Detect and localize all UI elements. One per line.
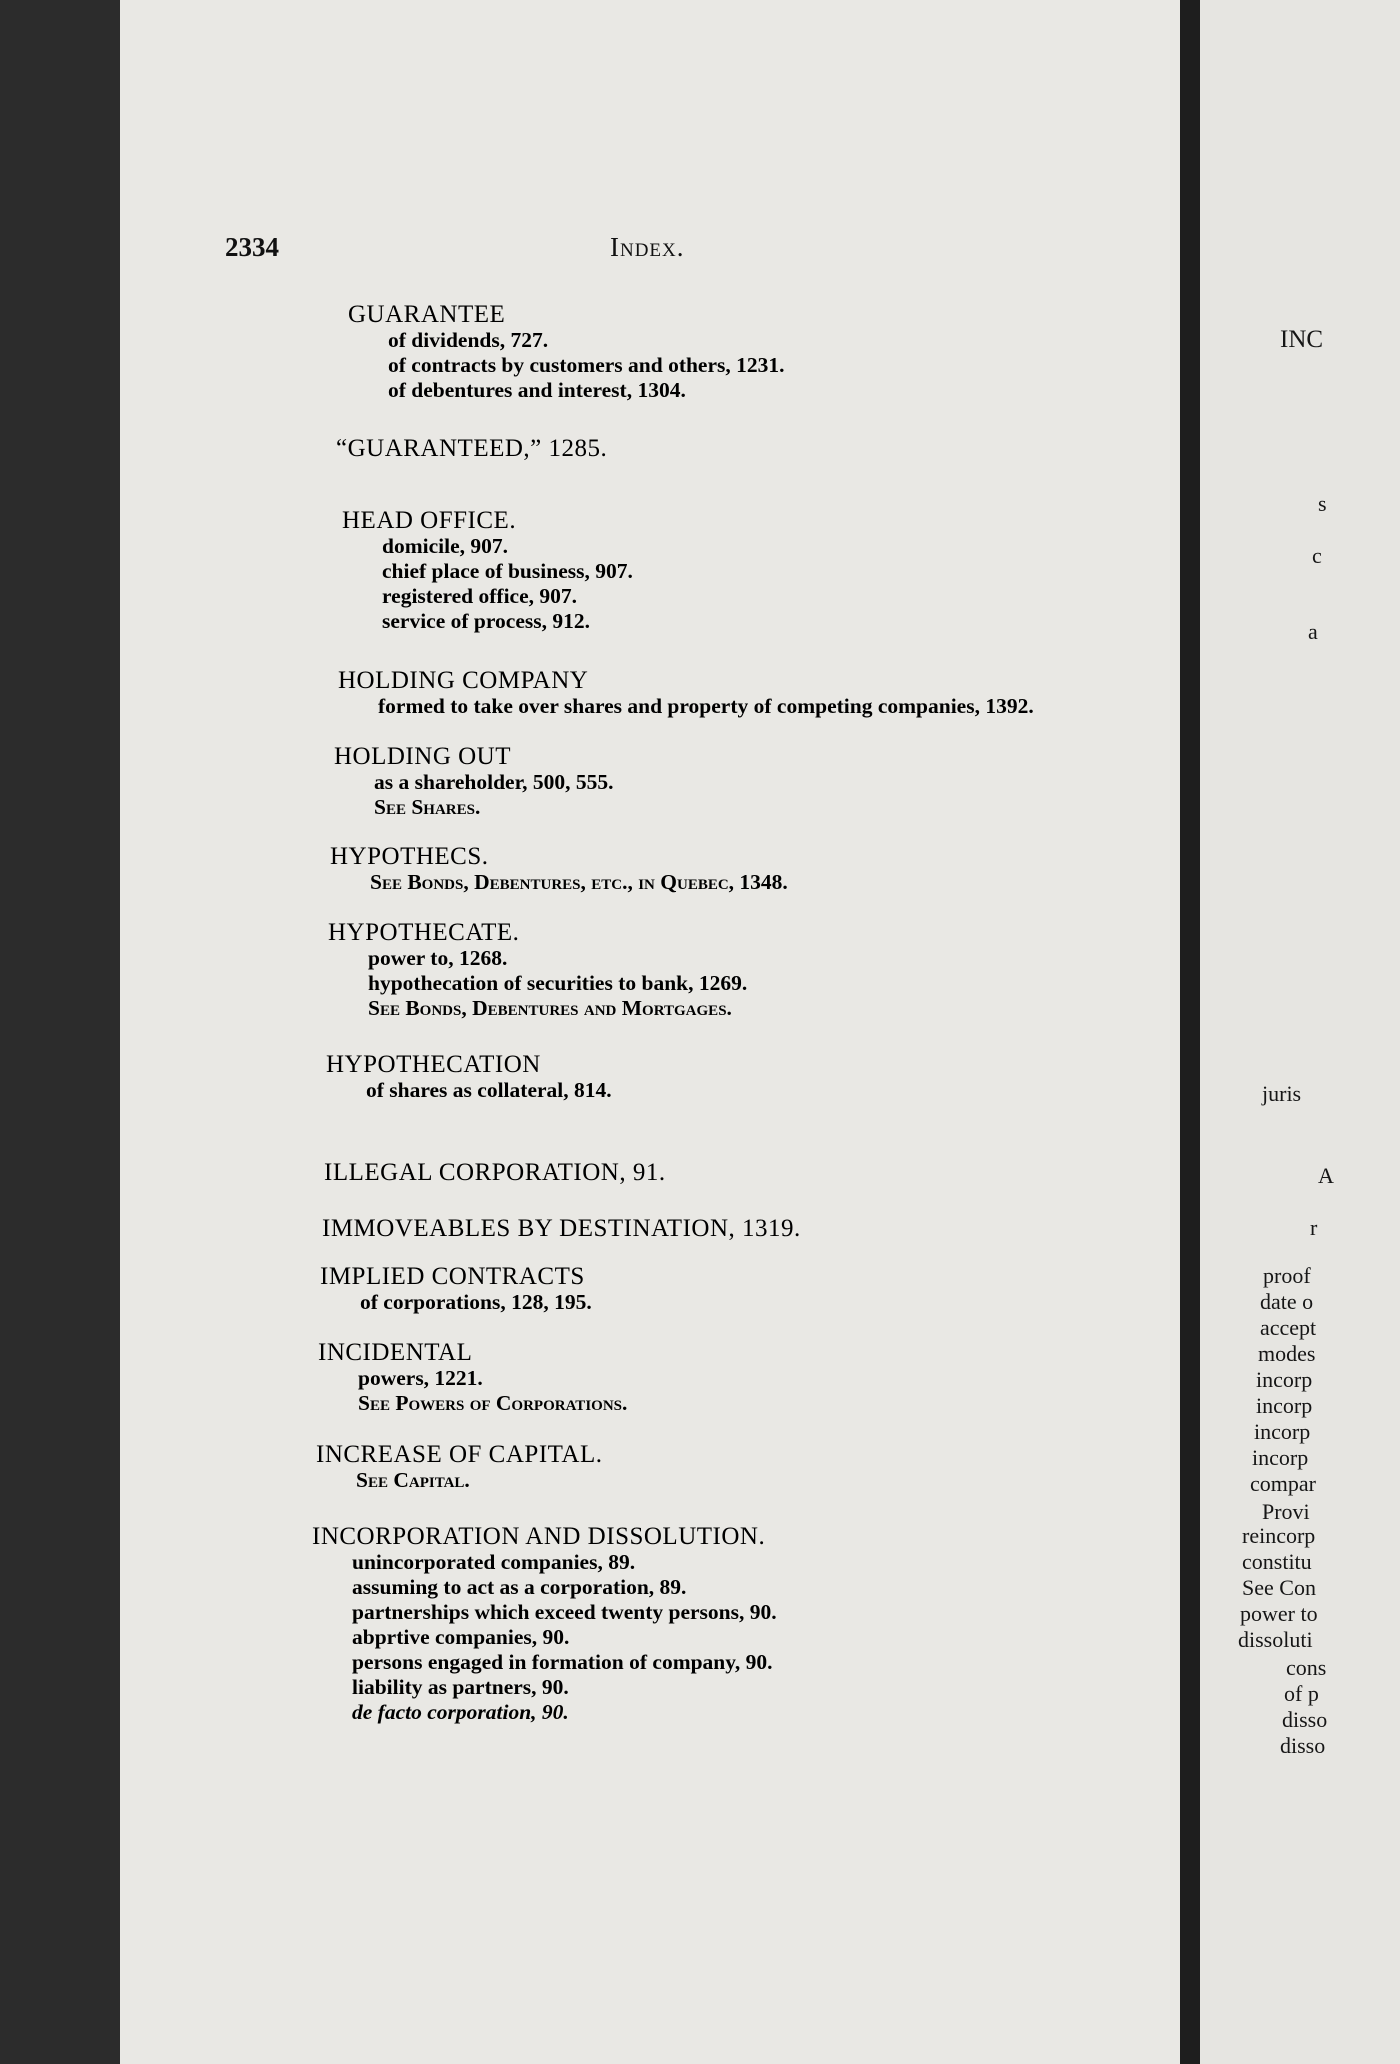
index-entry <box>320 1264 592 1315</box>
entry-cross-reference: See Bonds, Debentures, etc., in Quebec, 1348. <box>370 870 788 894</box>
entry-subitem: as a shareholder, 500, 555. <box>374 770 614 794</box>
book-gutter <box>0 0 120 2064</box>
entry-heading: HYPOTHECATION <box>326 1051 541 1078</box>
index-entry <box>322 1216 801 1242</box>
entry-heading: INCORPORATION AND DISSOLUTION. <box>312 1523 766 1550</box>
facing-fragment: power to <box>1240 1601 1318 1626</box>
facing-fragment: incorp <box>1256 1393 1313 1418</box>
facing-fragment: disso <box>1282 1707 1328 1732</box>
index-entry <box>330 844 788 895</box>
entry-heading: INCIDENTAL <box>318 1339 473 1366</box>
facing-fragment: incorp <box>1252 1445 1309 1470</box>
facing-fragment: Provi <box>1262 1499 1310 1524</box>
entry-subitem: hypothecation of securities to bank, 1269. <box>368 971 748 995</box>
index-entry <box>328 920 747 1021</box>
entry-heading: INCREASE OF CAPITAL. <box>316 1441 603 1468</box>
entry-subitem: power to, 1268. <box>368 946 508 970</box>
entry-subitem: unincorporated companies, 89. <box>352 1550 636 1574</box>
entry-subitem: registered office, 907. <box>382 584 578 608</box>
facing-fragment: INC <box>1280 326 1324 353</box>
entry-subitem: of contracts by customers and others, 1231. <box>388 353 785 377</box>
entry-cross-reference: See Capital. <box>356 1468 470 1492</box>
entry-subitem: liability as partners, 90. <box>352 1675 569 1699</box>
entry-subitem: of debentures and interest, 1304. <box>388 378 686 402</box>
index-entry <box>318 1340 627 1416</box>
entry-heading: HEAD OFFICE. <box>342 507 517 534</box>
entry-heading: IMMOVEABLES BY DESTINATION, 1319. <box>322 1215 801 1242</box>
entry-subitem: persons engaged in formation of company, 90. <box>352 1650 773 1674</box>
index-entry <box>312 1524 777 1725</box>
facing-fragment: incorp <box>1256 1367 1313 1392</box>
index-entry <box>348 302 785 403</box>
facing-fragment: cons <box>1286 1655 1327 1680</box>
facing-fragment: incorp <box>1254 1419 1311 1444</box>
facing-fragment: juris <box>1262 1081 1302 1106</box>
facing-fragment: disso <box>1280 1733 1326 1758</box>
entry-subitem: domicile, 907. <box>382 534 508 558</box>
entry-subitem: powers, 1221. <box>358 1366 483 1390</box>
facing-fragment: dissoluti <box>1238 1627 1313 1652</box>
entry-subitem: abprtive companies, 90. <box>352 1625 570 1649</box>
index-entry <box>334 744 614 820</box>
page-title: Index. <box>610 232 685 262</box>
facing-fragment: accept <box>1260 1315 1317 1340</box>
facing-fragment: constitu <box>1242 1549 1312 1574</box>
facing-fragment: proof <box>1263 1263 1311 1288</box>
facing-fragment: modes <box>1258 1341 1316 1366</box>
facing-fragment: of p <box>1284 1681 1319 1706</box>
entry-cross-reference: See Bonds, Debentures and Mortgages. <box>368 996 732 1020</box>
entry-subitem: de facto corporation, 90. <box>352 1700 569 1724</box>
facing-fragment: r <box>1310 1215 1318 1240</box>
entry-subitem: service of process, 912. <box>382 609 590 633</box>
facing-fragment: A <box>1318 1163 1334 1188</box>
entry-subitem: of dividends, 727. <box>388 328 549 352</box>
index-entry <box>336 436 607 462</box>
index-entry <box>338 668 1034 719</box>
entry-heading: “GUARANTEED,” 1285. <box>336 435 608 462</box>
facing-fragment: c <box>1312 543 1322 568</box>
facing-fragment: compar <box>1250 1471 1316 1496</box>
facing-fragment: s <box>1318 491 1327 516</box>
entry-subitem: of corporations, 128, 195. <box>360 1290 592 1314</box>
entry-heading: ILLEGAL CORPORATION, 91. <box>324 1159 666 1186</box>
facing-fragment: reincorp <box>1242 1523 1316 1548</box>
index-entry <box>342 508 633 634</box>
entry-heading: IMPLIED CONTRACTS <box>320 1263 585 1290</box>
index-entry <box>324 1160 666 1186</box>
index-entry <box>326 1052 612 1103</box>
entry-cross-reference: See Shares. <box>374 795 481 819</box>
entry-heading: GUARANTEE <box>348 301 506 328</box>
entry-subitem: chief place of business, 907. <box>382 559 633 583</box>
entry-subitem: partnerships which exceed twenty persons, 90. <box>352 1600 777 1624</box>
entry-cross-reference: See Powers of Corporations. <box>358 1391 628 1415</box>
page-number: 2334 <box>225 232 279 262</box>
entry-subitem: assuming to act as a corporation, 89. <box>352 1575 687 1599</box>
entry-heading: HOLDING COMPANY <box>338 667 589 694</box>
entry-heading: HYPOTHECATE. <box>328 919 520 946</box>
facing-fragment: a <box>1308 619 1318 644</box>
facing-fragment: date o <box>1260 1289 1314 1314</box>
entry-heading: HOLDING OUT <box>334 743 511 770</box>
entry-heading: HYPOTHECS. <box>330 843 489 870</box>
entry-subitem: formed to take over shares and property of competing companies, 1392. <box>378 694 1034 718</box>
facing-fragment: See Con <box>1242 1575 1316 1600</box>
entry-subitem: of shares as collateral, 814. <box>366 1078 612 1102</box>
index-entry <box>316 1442 603 1493</box>
